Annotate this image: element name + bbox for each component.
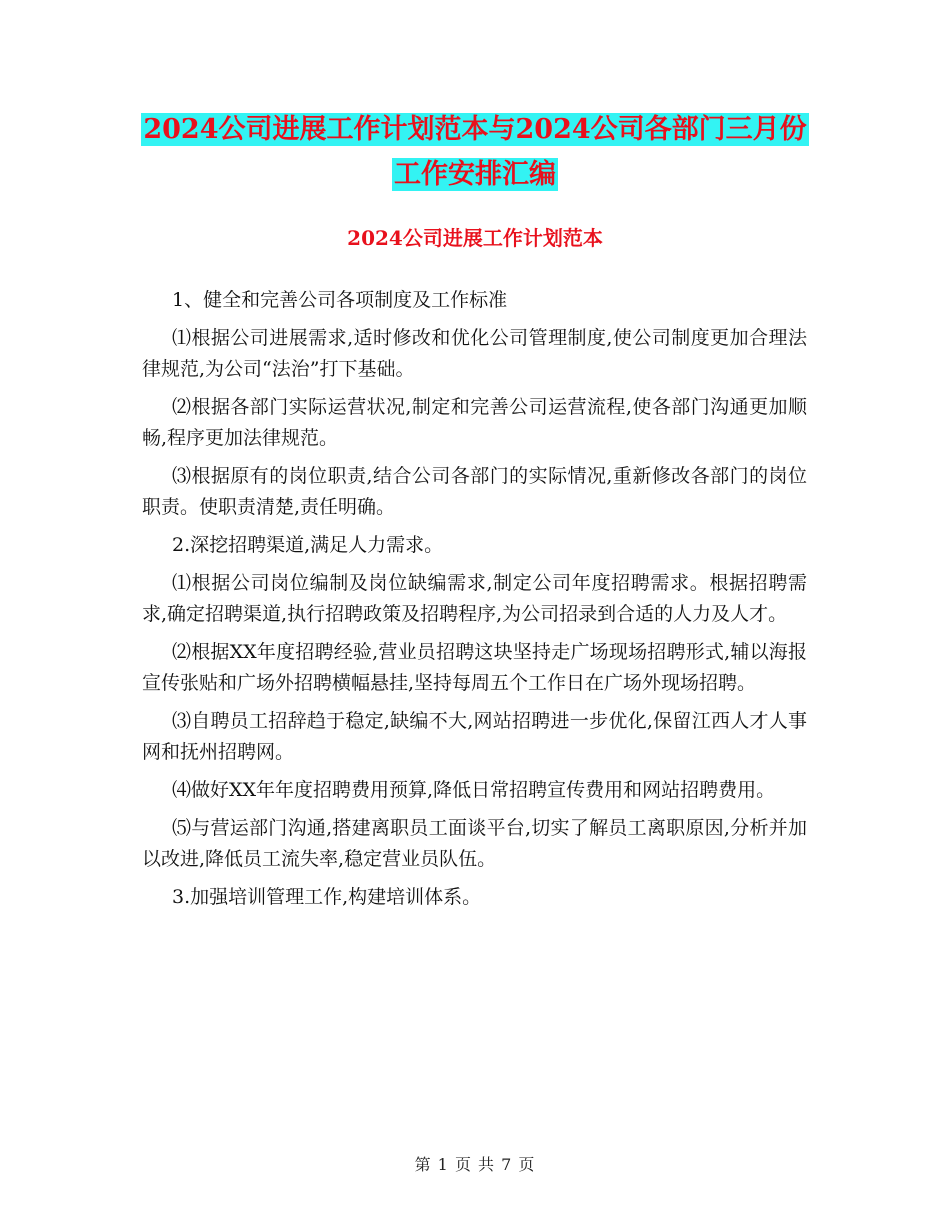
paragraph: ⑴根据公司岗位编制及岗位缺编需求,制定公司年度招聘需求。根据招聘需求,确定招聘渠道,执行招聘政策及招聘程序,为公司招录到合适的人力及人才。 [142,572,807,625]
page-footer: 第 1 页 共 7 页 [414,1155,536,1174]
paragraph: ⑶根据原有的岗位职责,结合公司各部门的实际情况,重新修改各部门的岗位职责。使职责清楚,责任明确。 [142,465,807,518]
title-highlight: 工作安排汇编 [394,159,556,190]
paragraph: ⑵根据XX年度招聘经验,营业员招聘这块坚持走广场现场招聘形式,辅以海报宣传张贴和广场外招聘横幅悬挂,坚持每周五个工作日在广场外现场招聘。 [142,641,807,694]
title-highlight: 2024公司进展工作计划范本与2024公司各部门三月份 [143,114,807,145]
section-heading: 2024公司进展工作计划范本 [347,226,603,250]
paragraph: 1、健全和完善公司各项制度及工作标准 [172,289,508,311]
paragraph: 3.加强培训管理工作,构建培训体系。 [172,886,482,908]
paragraph: ⑴根据公司进展需求,适时修改和优化公司管理制度,使公司制度更加合理法律规范,为公司“法治”打下基础。 [142,327,807,380]
paragraph: ⑶自聘员工招辞趋于稳定,缺编不大,网站招聘进一步优化,保留江西人才人事网和抚州招聘网。 [142,710,807,763]
paragraph: 2.深挖招聘渠道,满足人力需求。 [172,534,444,556]
paragraph: ⑸与营运部门沟通,搭建离职员工面谈平台,切实了解员工离职原因,分析并加以改进,降低员工流失率,稳定营业员队伍。 [142,817,807,870]
paragraph: ⑷做好XX年年度招聘费用预算,降低日常招聘宣传费用和网站招聘费用。 [172,779,776,801]
document-title-line-2 [0,157,950,193]
document-body [142,285,807,920]
paragraph: ⑵根据各部门实际运营状况,制定和完善公司运营流程,使各部门沟通更加顺畅,程序更加法律规范。 [142,396,807,449]
document-title-line-1 [0,112,950,148]
